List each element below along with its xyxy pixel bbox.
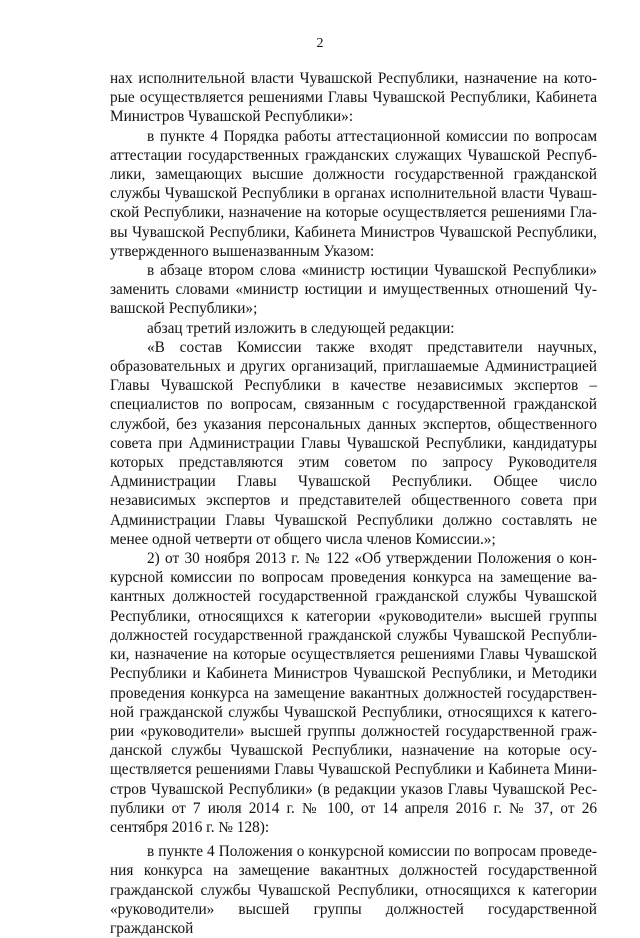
paragraph-attestation-item: в пункте 4 Порядка работы аттестационной комиссии по вопросам аттестации государственных гражданских служащих Чувашской Республики, замещающих высшие должности государственной гражданской службы Чувашской Республики в органах исполнительной власти Чувашской Республики, назначение на которые осуществляется решениями Главы Чувашской Республики, Кабинета Министров Чувашской Республики, утвержденного вышеназванным Указом: bbox=[110, 127, 597, 260]
paragraph-decree-122: 2) от 30 ноября 2013 г. № 122 «Об утверждении Положения о конкурсной комиссии по вопросам проведения конкурса на замещение вакантных должностей государственной гражданской службы Чувашской Республики, относящихся к категории «руководители» высшей группы должностей государственной гражданской службы Чувашской Республики, назначение на которые осуществляется решениями Главы Чувашской Республики и Кабинета Министров Чувашской Республики, и Методики проведения конкурса на замещение вакантных должностей государственной гражданской службы Чувашской Республики, относящихся к категории «руководители» высшей группы должностей государственной гражданской службы Чувашской Республики, назначение на которые осуществляется решениями Главы Чувашской Республики и Кабинета Министров Чувашской Республики» (в редакции указов Главы Чувашской Республики от 7 июля 2014 г. № 100, от 14 апреля 2016 г. № 37, от 26 сентября 2016 г. № 128): bbox=[110, 550, 597, 836]
paragraph-third-subparagraph-intro: абзац третий изложить в следующей редакции: bbox=[147, 319, 455, 337]
paragraph-continuation: нах исполнительной власти Чувашской Республики, назначение на которые осуществляется решениями Главы Чувашской Республики, Кабинета Министров Чувашской Республики»: bbox=[110, 70, 597, 126]
paragraph-competition-commission: в пункте 4 Положения о конкурсной комиссии по вопросам проведения конкурса на замещение вакантных должностей государственной гражданской службы Чувашской Республики, относящихся к категории «руководители» высшей группы должностей государственной гражданской bbox=[110, 843, 597, 937]
page-number: 2 bbox=[316, 36, 324, 51]
paragraph-second-subparagraph: в абзаце втором слова «министр юстиции Чувашской Республики» заменить словами «министр юстиции и имущественных отношений Чувашской Республики»; bbox=[110, 262, 597, 318]
paragraph-commission-composition: «В состав Комиссии также входят представители научных, образовательных и других организаций, приглашаемые Администрацией Главы Чувашской Республики в качестве независимых экспертов – специалистов по вопросам, связанным с государственной гражданской службой, без указания персональных данных экспертов, общественного совета при Администрации Главы Чувашской Республики, кандидатуры которых представляются этим советом по запросу Руководителя Администрации Главы Чувашской Республики. Общее число независимых экспертов и представителей общественного совета при Администрации Главы Чувашской Республики должно составлять не менее одной четверти от общего числа членов Комиссии.»; bbox=[110, 338, 597, 548]
document-body bbox=[110, 69, 597, 938]
